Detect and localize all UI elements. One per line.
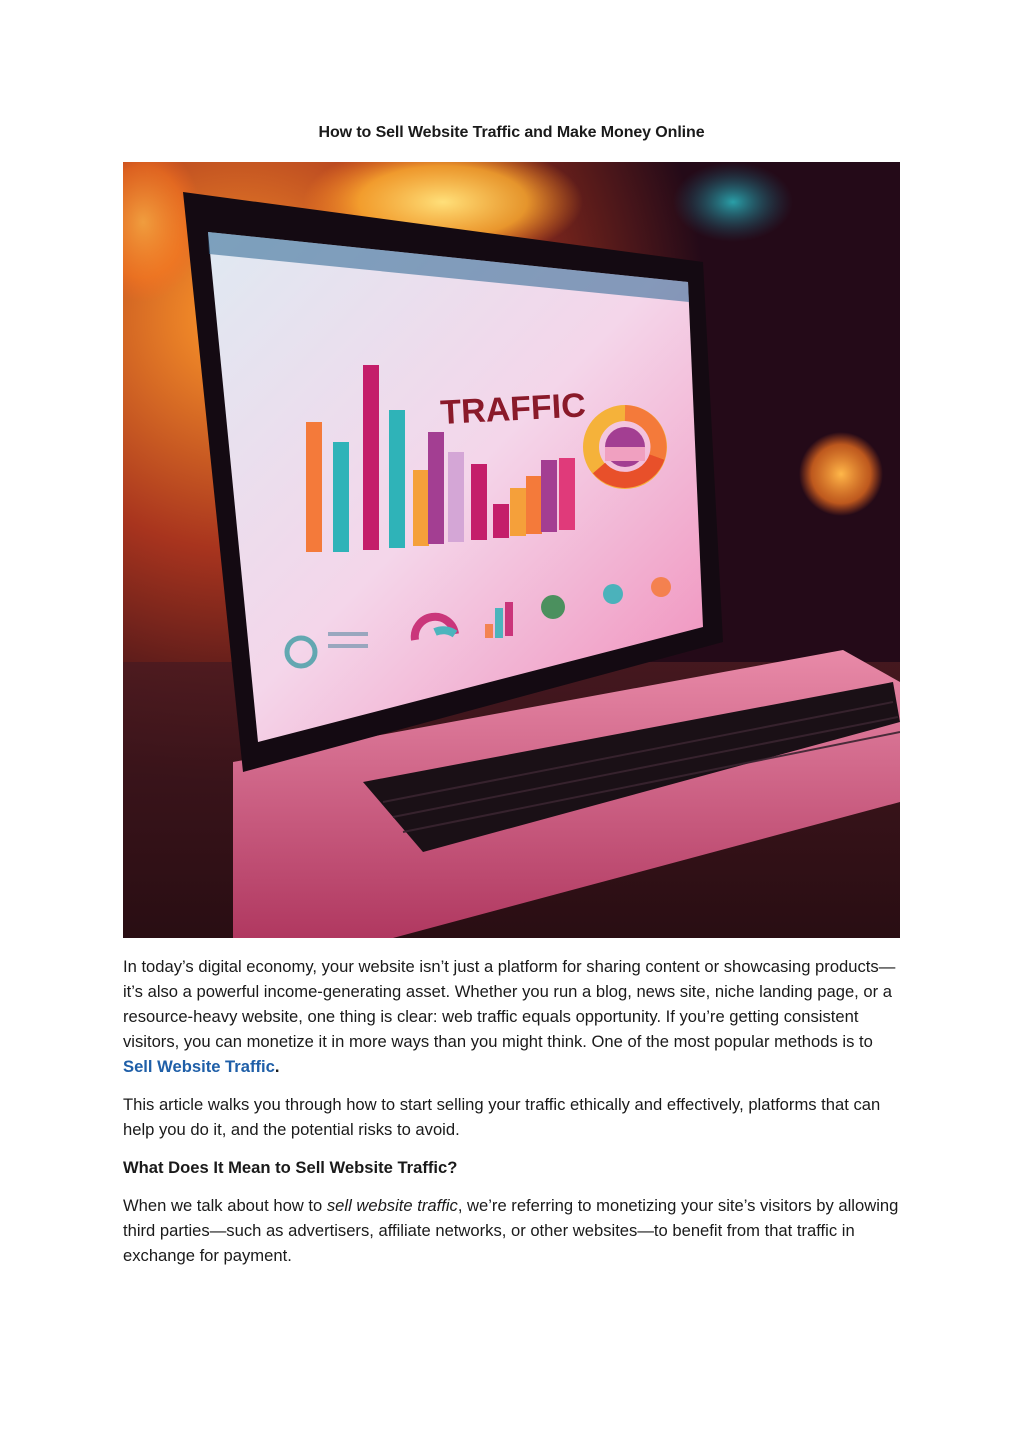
laptop-illustration	[123, 162, 900, 938]
bar	[389, 410, 405, 548]
bar	[559, 458, 575, 530]
bar	[428, 432, 444, 544]
intro-paragraph-text: In today’s digital economy, your website isn’t just a platform for sharing content or showcasing products—it’s also a powerful income-generating asset. Whether you run a blog, news site, niche landing page, or a resource-heavy website, one thing is clear: web traffic equals opportunity. If you’re getting consistent visitors, you can monetize it in more ways than you might think. One of the most popular methods is to	[123, 957, 896, 1051]
bar	[541, 460, 557, 532]
intro-paragraph-end: .	[274, 1057, 280, 1076]
article-overview-paragraph: This article walks you through how to start selling your traffic ethically and effectively, platforms that can help you do it, and the potential risks to avoid.	[123, 1095, 881, 1139]
bar	[471, 464, 487, 540]
bokeh-light	[673, 162, 793, 242]
bar	[526, 476, 542, 534]
bar	[306, 422, 322, 552]
sell-website-traffic-link[interactable]: Sell Website Traffic	[123, 1057, 275, 1076]
definition-paragraph	[123, 1193, 903, 1268]
definition-text-before: When we talk about how to	[123, 1196, 327, 1215]
intro-paragraph	[123, 954, 903, 1079]
section-heading: What Does It Mean to Sell Website Traffic?	[123, 1158, 458, 1177]
bar	[510, 488, 526, 536]
bar	[363, 365, 379, 550]
hero-image	[123, 162, 900, 938]
bar	[493, 504, 509, 538]
bar	[413, 470, 429, 546]
definition-text-italic: sell website traffic	[326, 1196, 458, 1215]
bar	[333, 442, 349, 552]
document-title: How to Sell Website Traffic and Make Money Online	[318, 124, 705, 141]
bar	[448, 452, 464, 542]
definition-text-after: , we’re referring to monetizing your site’s visitors by allowing third parties—such as advertisers, affiliate networks, or other websites—to benefit from that traffic in exchange for payment.	[123, 1196, 899, 1265]
bokeh-light	[799, 432, 883, 516]
screen-heading: TRAFFIC	[439, 386, 587, 432]
